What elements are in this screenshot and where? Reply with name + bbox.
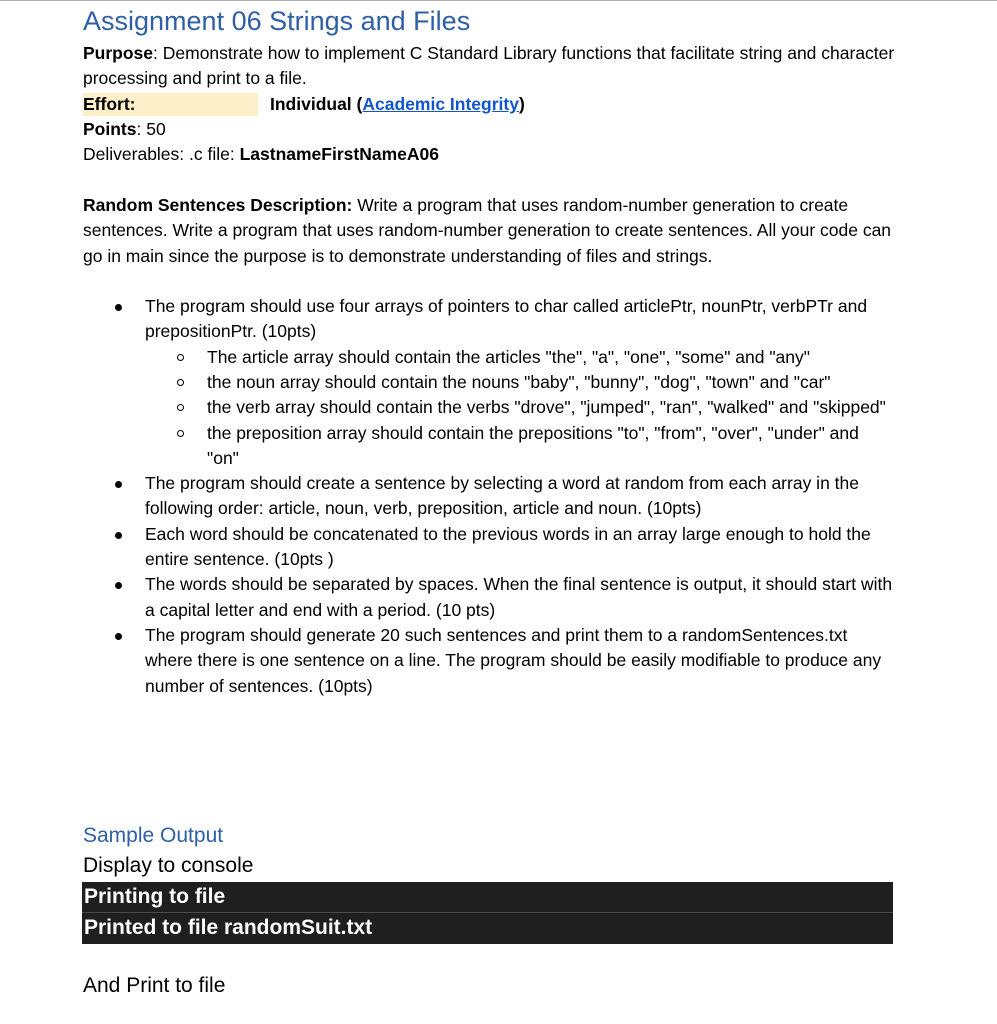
- sub-list-item: [145, 421, 895, 472]
- list-item: [83, 294, 895, 471]
- effort-label: Effort:: [83, 93, 136, 114]
- list-item-text: The words should be separated by spaces. When the final sentence is output, it should start with a capital letter and end with a period. (10 pts): [145, 574, 893, 620]
- points-label: Points: [83, 118, 137, 139]
- list-item-text: The program should generate 20 such sentences and print them to a randomSentences.txt where there is one sentence on a line. The program should be easily modifiable to produce any number of sentences. (10pts): [145, 624, 882, 696]
- deliverables-label: Deliverables: .c file:: [83, 143, 240, 164]
- deliverables-line: [83, 142, 895, 167]
- academic-integrity-link[interactable]: Academic Integrity: [362, 93, 519, 114]
- description-label: Random Sentences Description:: [83, 195, 353, 216]
- sub-list-item-text: the verb array should contain the verbs "drove", "jumped", "ran", "walked" and "skipped": [207, 397, 886, 418]
- spacer: [83, 167, 895, 193]
- requirements-list: [83, 294, 895, 699]
- list-item-text: Each word should be concatenated to the previous words in an array large enough to hold the entire sentence. (10pts ): [145, 523, 871, 570]
- sub-list: [145, 345, 895, 471]
- list-item-text: The program should use four arrays of pointers to char called articlePtr, nounPtr, verbPTr and prepositionPtr. (10pts): [145, 296, 868, 342]
- effort-value: [270, 92, 525, 117]
- hollow-bullet-icon: [177, 354, 184, 361]
- sub-list-item: [145, 370, 895, 395]
- console-line: Printing to file: [84, 885, 226, 908]
- purpose-paragraph: [83, 41, 895, 92]
- list-item: [83, 623, 895, 699]
- print-to-file-label: And Print to file: [83, 974, 226, 997]
- hollow-bullet-icon: [177, 379, 184, 386]
- sub-list-item: [145, 395, 895, 420]
- document-body: [83, 0, 895, 699]
- description-text: Write a program that uses random-number generation to create sentences. Write a program that uses random-number generation to create sentences. All your code can go in main since the purpose is to demonstrate understanding of files and strings.: [83, 195, 892, 266]
- list-item: [83, 471, 895, 522]
- list-item: [83, 572, 895, 623]
- purpose-text: : Demonstrate how to implement C Standard Library functions that facilitate string and character processing and print to a file.: [83, 43, 895, 89]
- sub-list-item-text: the preposition array should contain the prepositions "to", "from", "over", "under" and "on": [207, 422, 859, 468]
- display-to-console-label: Display to console: [83, 854, 254, 877]
- effort-value-suffix: ): [518, 93, 525, 114]
- effort-value-prefix: Individual (: [270, 93, 363, 114]
- console-output-block: [82, 882, 893, 944]
- spacer: [83, 269, 895, 294]
- hollow-bullet-icon: [177, 404, 184, 411]
- sample-output-heading: Sample Output: [83, 824, 224, 847]
- bullet-icon: [115, 304, 122, 311]
- list-item: [83, 522, 895, 573]
- purpose-label: Purpose: [83, 43, 154, 63]
- page-title: Assignment 06 Strings and Files: [83, 6, 471, 36]
- sub-list-item-text: the noun array should contain the nouns "baby", "bunny", "dog", "town" and "car": [207, 371, 831, 392]
- console-line: Printed to file randomSuit.txt: [84, 916, 373, 939]
- sub-list-item-text: The article array should contain the articles "the", "a", "one", "some" and "any": [207, 346, 810, 367]
- deliverables-value: LastnameFirstNameA06: [239, 143, 439, 164]
- sub-list-item: [145, 345, 895, 370]
- effort-row: [83, 92, 895, 117]
- bullet-icon: [115, 582, 122, 589]
- bullet-icon: [115, 633, 122, 640]
- hollow-bullet-icon: [177, 430, 184, 437]
- list-item-text: The program should create a sentence by selecting a word at random from each array in the following order: article, noun, verb, preposition, article and noun. (10pts): [145, 473, 859, 519]
- points-value: : 50: [136, 118, 166, 139]
- bullet-icon: [115, 532, 122, 539]
- description-paragraph: [83, 193, 895, 269]
- bullet-icon: [115, 481, 122, 488]
- points-line: [83, 117, 895, 142]
